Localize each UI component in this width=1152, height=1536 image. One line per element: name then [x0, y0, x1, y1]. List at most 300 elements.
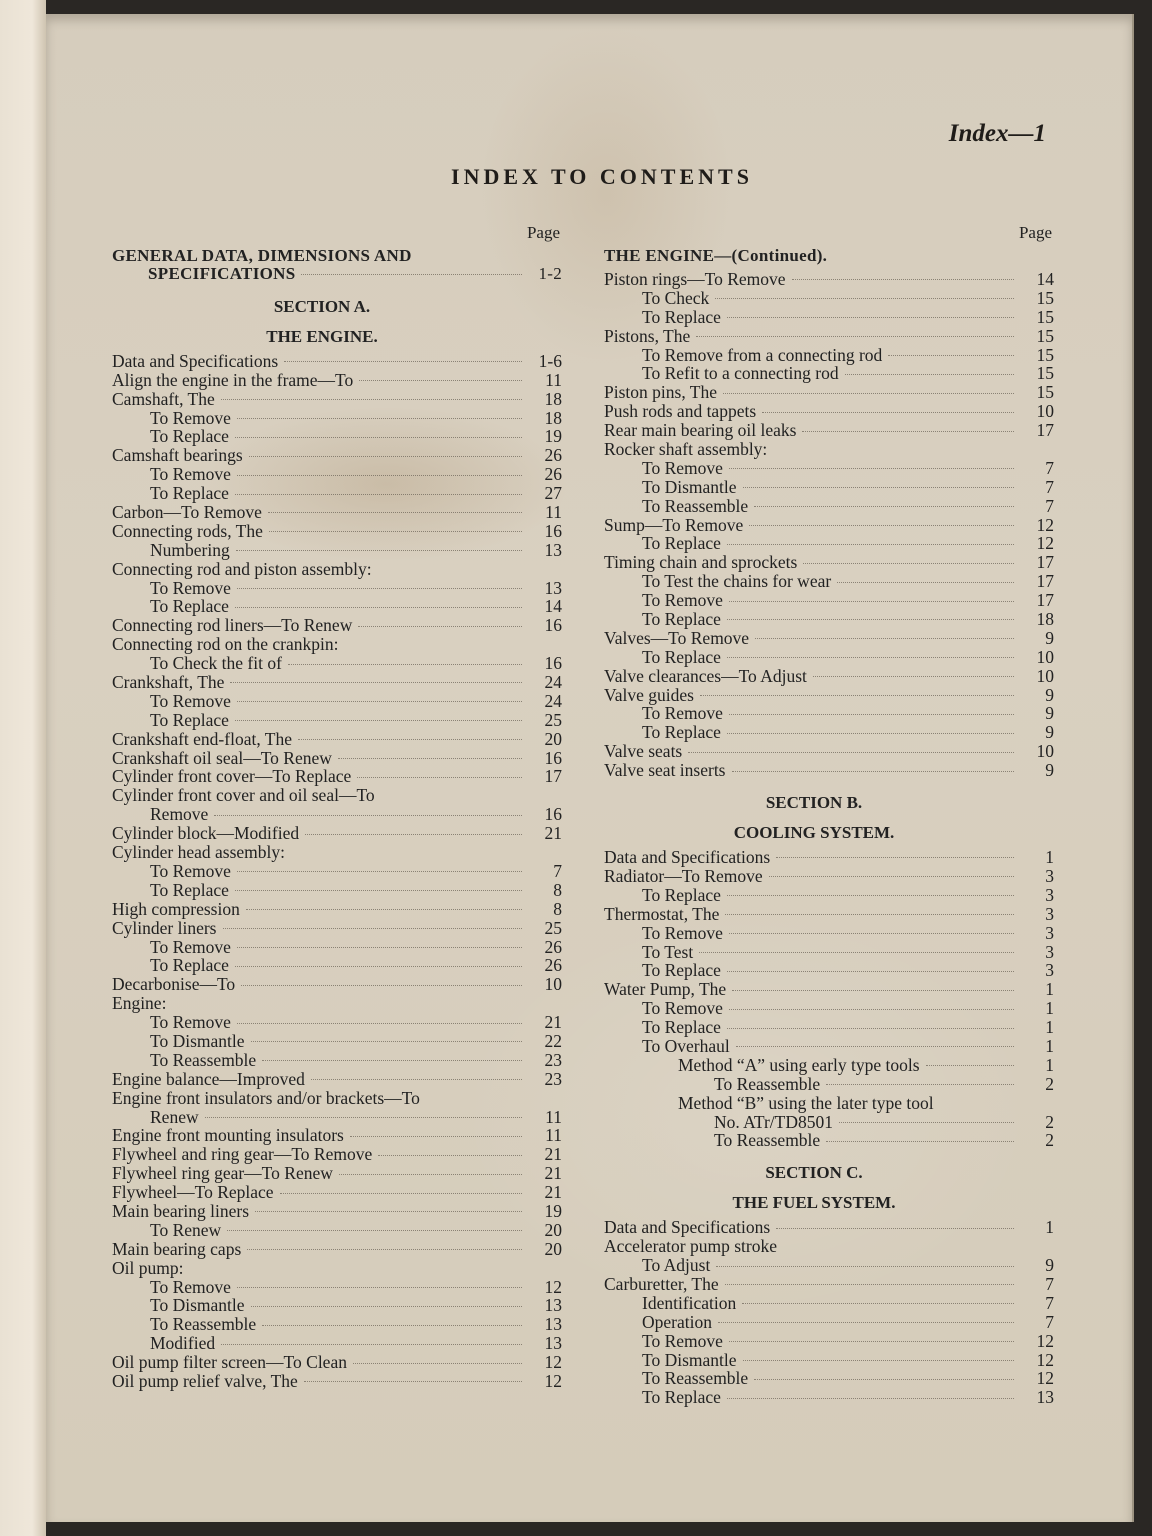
index-entry: [112, 1315, 562, 1334]
index-entry: [604, 704, 1054, 723]
index-entry-page: 1: [1045, 847, 1054, 868]
leader-dots: [888, 354, 1014, 356]
index-entry-text: To Dismantle: [150, 1030, 245, 1051]
leader-dots: [802, 430, 1014, 432]
index-entry-text: Connecting rod liners—To Renew: [112, 615, 353, 636]
index-entry: [112, 1183, 562, 1202]
index-entry-page: 17: [1036, 552, 1054, 573]
index-entry: [604, 1237, 1054, 1256]
index-entry-text: Method “B” using the later type tool: [678, 1092, 934, 1113]
index-entry-page: 13: [544, 1314, 562, 1335]
index-entry-page: 22: [544, 1030, 562, 1051]
index-entry: [604, 572, 1054, 591]
leader-dots: [237, 474, 522, 476]
index-entry-page: 3: [1045, 903, 1054, 924]
index-entry-page: 9: [1045, 1255, 1054, 1276]
leader-dots: [729, 932, 1014, 934]
leader-dots: [236, 549, 522, 551]
leader-dots: [235, 606, 522, 608]
leader-dots: [235, 493, 522, 495]
index-entry-text: To Remove: [642, 457, 723, 478]
index-entry-text: To Remove: [150, 407, 231, 428]
index-entry: [112, 711, 562, 730]
index-entry-text: To Replace: [150, 879, 229, 900]
general-data-heading-row: SPECIFICATIONS 1-2: [148, 264, 562, 283]
index-entry-page: 18: [1036, 609, 1054, 630]
index-entry-page: 1: [1045, 1035, 1054, 1056]
leader-dots: [729, 1340, 1014, 1342]
index-entry: [112, 824, 562, 843]
leader-dots: [845, 373, 1014, 375]
index-entry-text: To Replace: [150, 596, 229, 617]
index-entry: [604, 383, 1054, 402]
index-entry: [112, 1221, 562, 1240]
leader-dots: [350, 1135, 522, 1137]
leader-dots: [172, 1003, 522, 1004]
index-entry: [604, 497, 1054, 516]
leader-dots: [378, 1154, 522, 1156]
index-entry-page: 9: [1045, 722, 1054, 743]
leader-dots: [792, 278, 1014, 280]
left-column: [112, 220, 562, 1391]
index-entry-text: Carbon—To Remove: [112, 502, 262, 523]
leader-dots: [700, 694, 1014, 696]
leader-dots: [284, 360, 522, 362]
leader-dots: [305, 833, 522, 835]
index-entry: [112, 1202, 562, 1221]
leader-dots: [237, 700, 522, 702]
index-entry-page: 2: [1045, 1073, 1054, 1094]
index-entry: [604, 1056, 1054, 1075]
index-entry-page: 9: [1045, 684, 1054, 705]
index-entry-page: 14: [1036, 269, 1054, 289]
index-entry-page: 10: [1036, 646, 1054, 667]
leader-dots: [783, 1246, 1014, 1247]
leader-dots: [716, 1265, 1014, 1267]
index-entry-text: To Reassemble: [642, 495, 749, 516]
index-entry-text: To Reassemble: [642, 1368, 749, 1389]
index-entry: [112, 1013, 562, 1032]
index-entry-text: Identification: [642, 1292, 737, 1313]
index-entry-text: To Check the fit of: [150, 653, 282, 674]
index-entry-page: 15: [1036, 306, 1054, 327]
adjacent-page-edge: [0, 0, 46, 1536]
index-entry-page: 26: [544, 464, 562, 485]
index-entry-page: 11: [545, 1125, 562, 1146]
index-entry: [112, 1353, 562, 1372]
leader-dots: [754, 1378, 1014, 1380]
index-entry-text: Cylinder front cover—To Replace: [112, 766, 352, 787]
index-entry-page: 12: [1036, 1349, 1054, 1370]
leader-dots: [743, 486, 1014, 488]
index-entry: [112, 1296, 562, 1315]
index-entry: [604, 723, 1054, 742]
leader-dots: [378, 569, 522, 570]
index-entry-page: 7: [1045, 495, 1054, 516]
index-entry-page: 3: [1045, 884, 1054, 905]
index-entry-page: 25: [544, 709, 562, 730]
index-entry-text: Data and Specifications: [604, 1217, 771, 1238]
index-entry-text: Numbering: [150, 539, 230, 560]
leader-dots: [205, 1116, 522, 1118]
index-entry-page: 24: [544, 672, 562, 693]
index-entry-text: Decarbonise—To: [112, 974, 236, 995]
leader-dots: [262, 1059, 522, 1061]
leader-dots: [688, 751, 1014, 753]
leader-dots: [251, 1040, 522, 1042]
index-entry-text: Rocker shaft assembly:: [604, 439, 768, 460]
index-entry: [604, 848, 1054, 867]
index-entry: [112, 1372, 562, 1391]
index-entry-text: To Replace: [150, 483, 229, 504]
leader-dots: [754, 505, 1014, 507]
leader-dots: [813, 675, 1014, 677]
index-entry-page: 26: [544, 445, 562, 466]
index-entry: [604, 1256, 1054, 1275]
index-entry: [604, 648, 1054, 667]
index-entry-page: 15: [1036, 363, 1054, 384]
index-entry-text: To Remove: [150, 1012, 231, 1033]
index-entry-text: Remove: [150, 804, 209, 825]
index-entry-page: 26: [544, 936, 562, 957]
index-entry-text: To Overhaul: [642, 1035, 730, 1056]
index-entry-text: Water Pump, The: [604, 979, 727, 1000]
index-entry-text: To Replace: [642, 646, 721, 667]
index-entry-page: 11: [545, 369, 562, 390]
leader-dots: [736, 1045, 1014, 1047]
index-entry: [112, 692, 562, 711]
index-entry-page: 21: [544, 1182, 562, 1203]
leader-dots: [723, 392, 1014, 394]
index-entry-text: To Replace: [150, 709, 229, 730]
index-entry-page: 10: [1036, 665, 1054, 686]
index-entry-text: Operation: [642, 1311, 712, 1332]
index-entry-page: 21: [544, 1144, 562, 1165]
index-entry: [604, 591, 1054, 610]
index-entry-page: 7: [1045, 457, 1054, 478]
index-entry-page: 14: [544, 596, 562, 617]
leader-dots: [291, 852, 522, 853]
index-entry-text: Engine front mounting insulators: [112, 1125, 344, 1146]
index-entry: [112, 427, 562, 446]
index-entry-page: 13: [544, 539, 562, 560]
leader-dots: [269, 530, 522, 532]
index-entry: [604, 516, 1054, 535]
leader-dots: [214, 814, 522, 816]
index-entry: [112, 560, 562, 579]
index-entry-text: Accelerator pump stroke: [604, 1236, 777, 1257]
index-entry-text: Renew: [150, 1106, 199, 1127]
engine-continued-list: [604, 270, 1054, 780]
index-entry-text: To Replace: [642, 609, 721, 630]
index-entry: [604, 1275, 1054, 1294]
index-entry-text: To Remove: [150, 690, 231, 711]
index-entry-page: 19: [544, 426, 562, 447]
index-entry: [604, 1037, 1054, 1056]
index-entry-page: 24: [544, 690, 562, 711]
index-entry: [604, 905, 1054, 924]
index-entry-page: 11: [545, 1106, 562, 1127]
index-entry-text: To Reassemble: [150, 1314, 257, 1335]
index-entry-text: Radiator—To Remove: [604, 865, 763, 886]
index-entry: [604, 742, 1054, 761]
index-entry-text: Connecting rods, The: [112, 520, 263, 541]
leader-dots: [357, 776, 522, 778]
section-b-label: SECTION B.: [765, 793, 863, 813]
leader-dots: [426, 1098, 522, 1099]
index-entry-page: 10: [1036, 401, 1054, 422]
leader-dots: [247, 1248, 522, 1250]
index-entry-page: 15: [1036, 325, 1054, 346]
index-entry: [604, 1294, 1054, 1313]
index-entry-text: Piston rings—To Remove: [604, 269, 786, 289]
index-entry-text: To Replace: [642, 960, 721, 981]
index-entry-page: 7: [1045, 1273, 1054, 1294]
leader-dots: [237, 870, 522, 872]
index-entry: [112, 919, 562, 938]
leader-dots: [773, 449, 1014, 450]
leader-dots: [311, 1078, 522, 1080]
leader-dots: [727, 732, 1014, 734]
index-entry: [604, 1369, 1054, 1388]
index-entry-page: 27: [544, 483, 562, 504]
leader-dots: [749, 524, 1014, 526]
index-entry: [604, 961, 1054, 980]
index-entry-page: 1: [1045, 998, 1054, 1019]
index-entry-text: To Remove: [642, 998, 723, 1019]
index-entry-text: Connecting rod on the crankpin:: [112, 634, 339, 655]
section-c-title: THE FUEL SYSTEM.: [732, 1193, 896, 1213]
leader-dots: [251, 1305, 522, 1307]
index-entry: [604, 1018, 1054, 1037]
index-entry-text: No. ATr/TD8501: [714, 1111, 833, 1132]
index-entry-page: 12: [1036, 1368, 1054, 1389]
leader-dots: [262, 1324, 522, 1326]
index-entry-page: 9: [1045, 703, 1054, 724]
index-entry: [112, 390, 562, 409]
index-entry-text: Cylinder head assembly:: [112, 842, 286, 863]
index-entry-page: 20: [544, 728, 562, 749]
leader-dots: [727, 316, 1014, 318]
leader-dots: [729, 467, 1014, 469]
index-entry-text: Camshaft, The: [112, 388, 215, 409]
index-entry-text: To Renew: [150, 1219, 222, 1240]
leader-dots: [727, 618, 1014, 620]
leader-dots: [221, 398, 522, 400]
leader-dots: [727, 894, 1014, 896]
index-entry-page: 10: [1036, 741, 1054, 762]
index-entry: [112, 1032, 562, 1051]
leader-dots: [255, 1210, 522, 1212]
index-entry-text: Piston pins, The: [604, 382, 717, 403]
index-entry-page: 16: [544, 804, 562, 825]
index-entry-text: Push rods and tappets: [604, 401, 757, 422]
index-entry-page: 12: [544, 1276, 562, 1297]
index-entry-page: 13: [1036, 1387, 1054, 1408]
index-entry-text: Camshaft bearings: [112, 445, 243, 466]
index-entry: [112, 881, 562, 900]
index-entry-text: Flywheel and ring gear—To Remove: [112, 1144, 373, 1165]
leader-dots: [742, 1302, 1014, 1304]
index-entry-text: To Remove from a connecting rod: [642, 344, 883, 365]
section-a-title: THE ENGINE.: [266, 326, 378, 346]
leader-dots: [359, 379, 522, 381]
index-entry: [112, 1240, 562, 1259]
leader-dots: [826, 1140, 1014, 1142]
index-entry-page: 23: [544, 1068, 562, 1089]
index-entry-text: To Dismantle: [642, 1349, 737, 1370]
index-entry: [112, 994, 562, 1013]
index-entry: [604, 761, 1054, 780]
index-entry-text: To Remove: [150, 936, 231, 957]
index-entry-page: 23: [544, 1049, 562, 1070]
index-entry-text: To Remove: [150, 464, 231, 485]
index-entry-text: To Check: [642, 287, 710, 308]
index-entry-text: Connecting rod and piston assembly:: [112, 558, 372, 579]
index-entry-page: 15: [1036, 344, 1054, 365]
index-entry-page: 2: [1045, 1111, 1054, 1132]
index-entry-page: 1: [1045, 1217, 1054, 1238]
index-entry: [112, 767, 562, 786]
index-entry-page: 17: [1036, 571, 1054, 592]
engine-entries-list: [112, 352, 562, 1391]
leader-dots: [235, 965, 522, 967]
index-entry: [604, 1094, 1054, 1113]
index-entry: [112, 1334, 562, 1353]
index-entry: [604, 886, 1054, 905]
index-entry: [112, 1278, 562, 1297]
index-entry: [112, 1259, 562, 1278]
index-entry-text: Valves—To Remove: [604, 627, 750, 648]
index-entry-text: Crankshaft oil seal—To Renew: [112, 747, 332, 768]
leader-dots: [732, 770, 1015, 772]
index-entry: [112, 843, 562, 862]
leader-dots: [288, 663, 522, 665]
index-entry: [112, 597, 562, 616]
leader-dots: [729, 1008, 1014, 1010]
leader-dots: [762, 411, 1014, 413]
index-entry-text: To Dismantle: [150, 1295, 245, 1316]
index-entry: [604, 1113, 1054, 1132]
leader-dots: [727, 1397, 1014, 1399]
leader-dots: [237, 587, 522, 589]
index-entry: [604, 686, 1054, 705]
index-entry: [112, 975, 562, 994]
index-entry-text: Timing chain and sprockets: [604, 552, 798, 573]
index-entry-text: Oil pump relief valve, The: [112, 1370, 298, 1391]
index-entry-page: 12: [1036, 533, 1054, 554]
leader-dots: [743, 1359, 1014, 1361]
index-entry-page: 7: [1045, 1292, 1054, 1313]
index-entry: [112, 938, 562, 957]
leader-dots: [729, 600, 1014, 602]
index-entry-text: Valve guides: [604, 684, 694, 705]
leader-dots: [237, 1286, 522, 1288]
leader-dots: [241, 984, 522, 986]
index-entry-text: To Reassemble: [714, 1073, 821, 1094]
index-entry-page: 1: [1045, 979, 1054, 1000]
index-entry-text: To Replace: [642, 306, 721, 327]
index-entry: [112, 1089, 562, 1108]
index-entry-page: 15: [1036, 287, 1054, 308]
index-entry: [112, 1164, 562, 1183]
index-entry-text: Pistons, The: [604, 325, 691, 346]
leader-dots: [344, 644, 522, 645]
leader-dots: [235, 719, 522, 721]
index-entry-page: 17: [1036, 590, 1054, 611]
index-entry-text: To Replace: [150, 426, 229, 447]
index-entry: [112, 579, 562, 598]
index-entry-page: 10: [544, 974, 562, 995]
index-entry: [112, 522, 562, 541]
index-entry-text: Data and Specifications: [112, 350, 279, 371]
leader-dots: [837, 581, 1014, 583]
index-entry-text: Align the engine in the frame—To: [112, 369, 354, 390]
index-entry-text: Cylinder liners: [112, 917, 217, 938]
index-entry-page: 18: [544, 388, 562, 409]
index-entry-text: Valve seat inserts: [604, 760, 726, 781]
index-entry-page: 13: [544, 1333, 562, 1354]
index-entry-page: 16: [544, 520, 562, 541]
index-entry: [604, 346, 1054, 365]
index-entry: [604, 1313, 1054, 1332]
index-entry: [604, 1332, 1054, 1351]
right-column: [604, 220, 1054, 1407]
leader-dots: [732, 989, 1014, 991]
engine-continued-heading: THE ENGINE—(Continued).: [604, 246, 828, 265]
index-entry-text: Crankshaft, The: [112, 672, 225, 693]
leader-dots: [237, 946, 522, 948]
index-entry-text: To Replace: [642, 533, 721, 554]
index-entry-page: 9: [1045, 627, 1054, 648]
index-entry: [112, 1108, 562, 1127]
index-entry-text: To Test the chains for wear: [642, 571, 832, 592]
index-entry: [112, 484, 562, 503]
index-entry: [112, 786, 562, 805]
index-entry-text: Oil pump:: [112, 1257, 184, 1278]
index-entry: [604, 1131, 1054, 1150]
index-entry-page: 2: [1045, 1130, 1054, 1151]
index-entry: [604, 1218, 1054, 1237]
index-entry-text: Rear main bearing oil leaks: [604, 420, 797, 441]
index-entry-text: Modified: [150, 1333, 216, 1354]
index-entry-page: 20: [544, 1238, 562, 1259]
index-entry: [604, 440, 1054, 459]
leader-dots: [769, 875, 1014, 877]
index-entry: [604, 867, 1054, 886]
index-entry: [112, 352, 562, 371]
index-entry-page: 21: [544, 1163, 562, 1184]
index-entry: [604, 327, 1054, 346]
index-entry: [112, 956, 562, 975]
index-entry-text: To Adjust: [642, 1255, 711, 1276]
index-entry: [112, 465, 562, 484]
index-entry: [112, 616, 562, 635]
index-entry-text: Data and Specifications: [604, 847, 771, 868]
leader-dots: [249, 455, 522, 457]
index-entry-page: 16: [544, 747, 562, 768]
leader-dots: [235, 889, 522, 891]
page-column-header: Page: [526, 223, 560, 242]
leader-dots: [725, 1283, 1014, 1285]
leader-dots: [727, 656, 1014, 658]
index-entry-page: 21: [544, 823, 562, 844]
leader-dots: [235, 436, 522, 438]
index-entry: [604, 459, 1054, 478]
index-entry: [604, 943, 1054, 962]
index-entry-text: To Replace: [150, 955, 229, 976]
index-entry: [604, 980, 1054, 999]
